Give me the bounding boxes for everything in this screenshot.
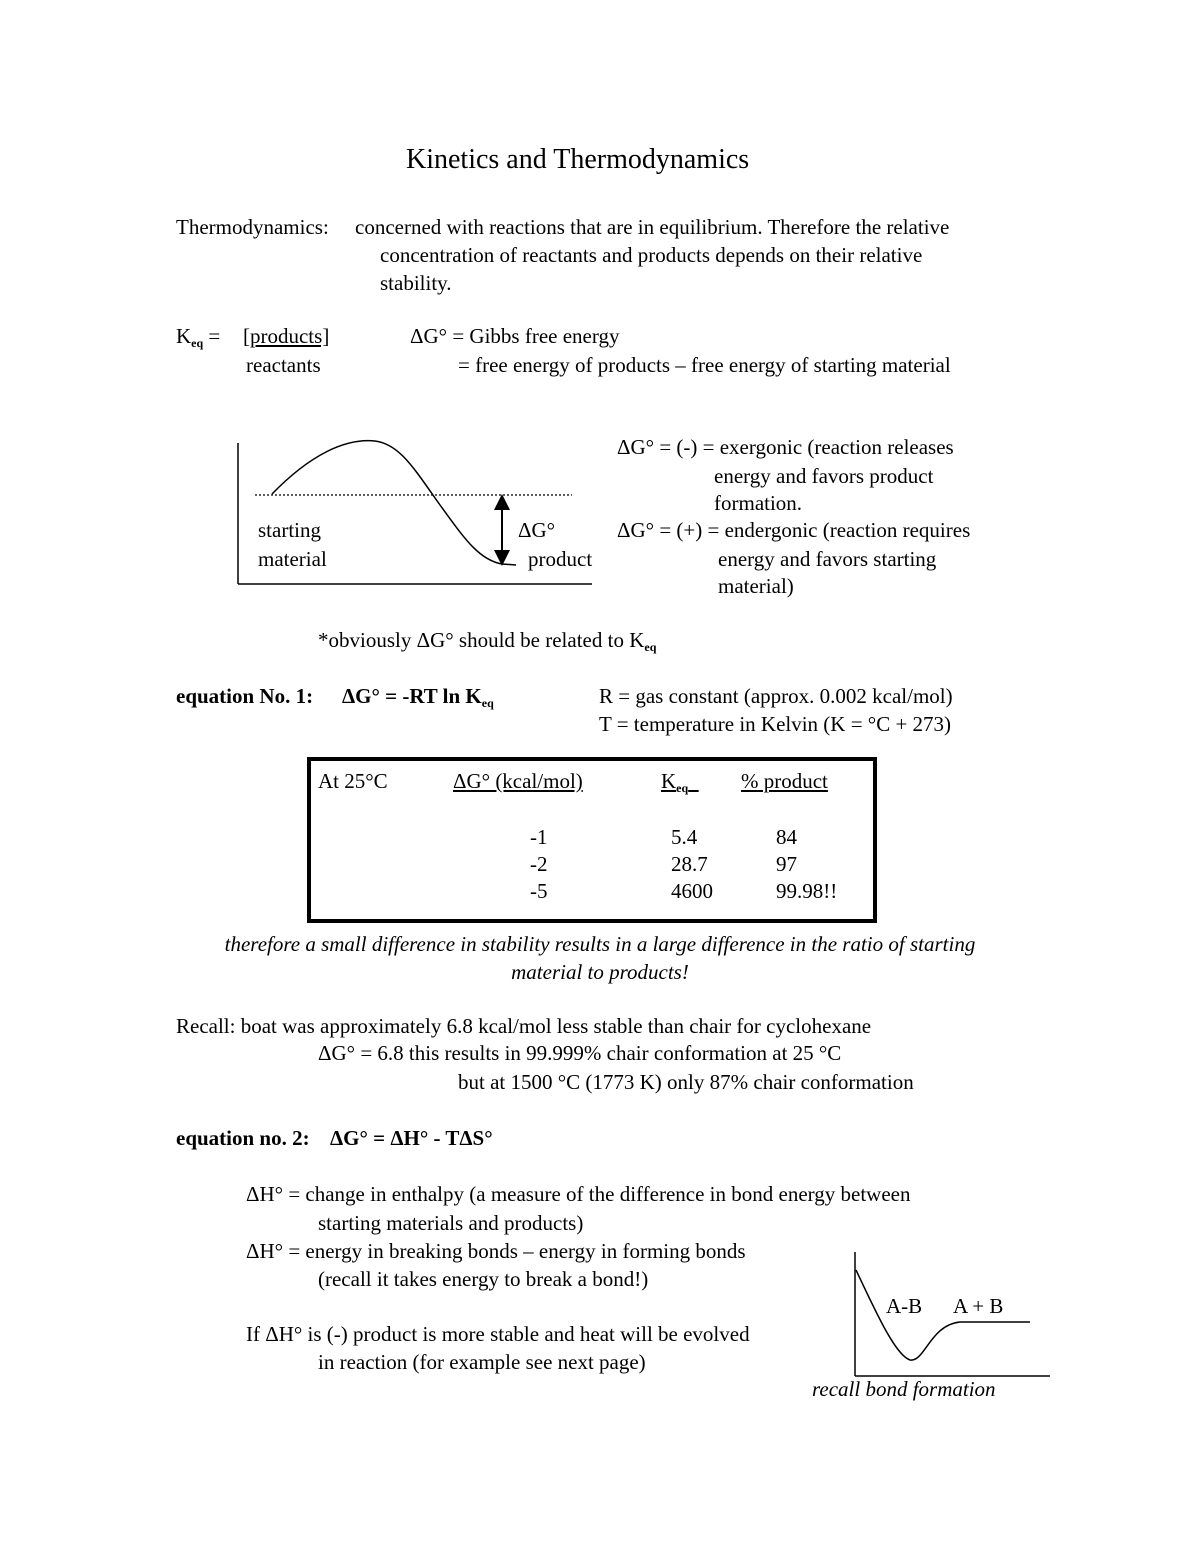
thermo-line-1: concerned with reactions that are in equilibrium. Therefore the relative [355, 215, 950, 239]
equation-2-label: equation no. 2: [176, 1126, 310, 1150]
diagram1-material: material [258, 547, 327, 571]
equation-1-formula: ΔG° = -RT $\ln K_{eq}$ [342, 684, 494, 710]
thermo-label: Thermodynamics: [176, 215, 329, 239]
enthalpy-line-3: ΔH° = energy in breaking bonds – energy in forming bonds [246, 1239, 746, 1263]
thermo-line-3: stability. [380, 271, 452, 295]
table-header-keq: $K_{eq}$ [661, 769, 689, 795]
obviously-note: *obviously ΔG° should be related to $K_{eq}$ [318, 628, 657, 654]
table-row-3-product: 99.98!! [776, 879, 838, 903]
equation-2-formula: ΔG° = ΔH° - TΔS° [330, 1126, 493, 1150]
keq-denominator: reactants [246, 353, 321, 377]
table-row-3-dg: -5 [530, 879, 548, 903]
table-header-temp: At 25°C [318, 769, 388, 793]
table-row-1-product: 84 [776, 825, 797, 849]
enthalpy-line-6: in reaction (for example see next page) [318, 1350, 646, 1374]
exergonic-line-3: formation. [714, 491, 803, 515]
table-row-2-dg: -2 [530, 852, 548, 876]
exergonic-line-1: ΔG° = (-) = exergonic (reaction releases [617, 435, 954, 459]
diagram1-product: product [528, 547, 593, 571]
enthalpy-line-1: ΔH° = change in enthalpy (a measure of the difference in bond energy between [246, 1182, 911, 1206]
therefore-line-1: therefore a small difference in stability results in a large difference in the ratio of starting [224, 932, 976, 956]
endergonic-line-3: material) [718, 574, 794, 598]
equation-1-label: equation No. 1: [176, 684, 314, 708]
diagram2-bond-curve [856, 1270, 1030, 1360]
diagram2-caption: recall bond formation [812, 1377, 996, 1401]
endergonic-line-2: energy and favors starting [718, 547, 937, 571]
temperature-def: T = temperature in Kelvin (K = °C + 273) [599, 712, 952, 736]
gibbs-definition: ΔG° = Gibbs free energy [410, 324, 620, 348]
enthalpy-line-2: starting materials and products) [318, 1211, 584, 1235]
keq-numerator: [products] [243, 324, 330, 348]
recall-line-1: Recall: boat was approximately 6.8 kcal/mol less stable than chair for cyclohexane [176, 1014, 872, 1038]
gibbs-definition-2: = free energy of products – free energy of starting material [458, 353, 951, 377]
table-header-dg: ΔG° (kcal/mol) [453, 769, 583, 793]
diagram1-starting: starting [258, 518, 321, 542]
table-row-2-product: 97 [776, 852, 797, 876]
page-title: Kinetics and Thermodynamics [406, 144, 750, 175]
diagram1-dg-label: ΔG° [518, 518, 556, 542]
diagram2-a-plus-b: A + B [953, 1294, 1004, 1318]
arrow-down-icon [494, 550, 510, 566]
recall-line-3: but at 1500 °C (1773 K) only 87% chair conformation [458, 1070, 914, 1094]
therefore-line-2: material to products! [511, 960, 689, 984]
recall-line-2: ΔG° = 6.8 this results in 99.999% chair conformation at 25 °C [318, 1041, 842, 1065]
table-row-3-keq: 4600 [671, 879, 713, 903]
table-row-2-keq: 28.7 [671, 852, 708, 876]
enthalpy-line-5: If ΔH° is (-) product is more stable and heat will be evolved [246, 1322, 750, 1346]
arrow-up-icon [494, 494, 510, 510]
table-row-1-keq: 5.4 [671, 825, 698, 849]
enthalpy-line-4: (recall it takes energy to break a bond!) [318, 1267, 649, 1291]
endergonic-line-1: ΔG° = (+) = endergonic (reaction requires [617, 518, 971, 542]
keq-lhs: $K_{eq}$ = [176, 324, 221, 350]
gas-constant: R = gas constant (approx. 0.002 kcal/mol) [599, 684, 953, 708]
table-header-product: % product [741, 769, 828, 793]
table-row-1-dg: -1 [530, 825, 548, 849]
diagram2-ab: A-B [886, 1294, 923, 1318]
thermo-line-2: concentration of reactants and products depends on their relative [380, 243, 923, 267]
exergonic-line-2: energy and favors product [714, 464, 934, 488]
